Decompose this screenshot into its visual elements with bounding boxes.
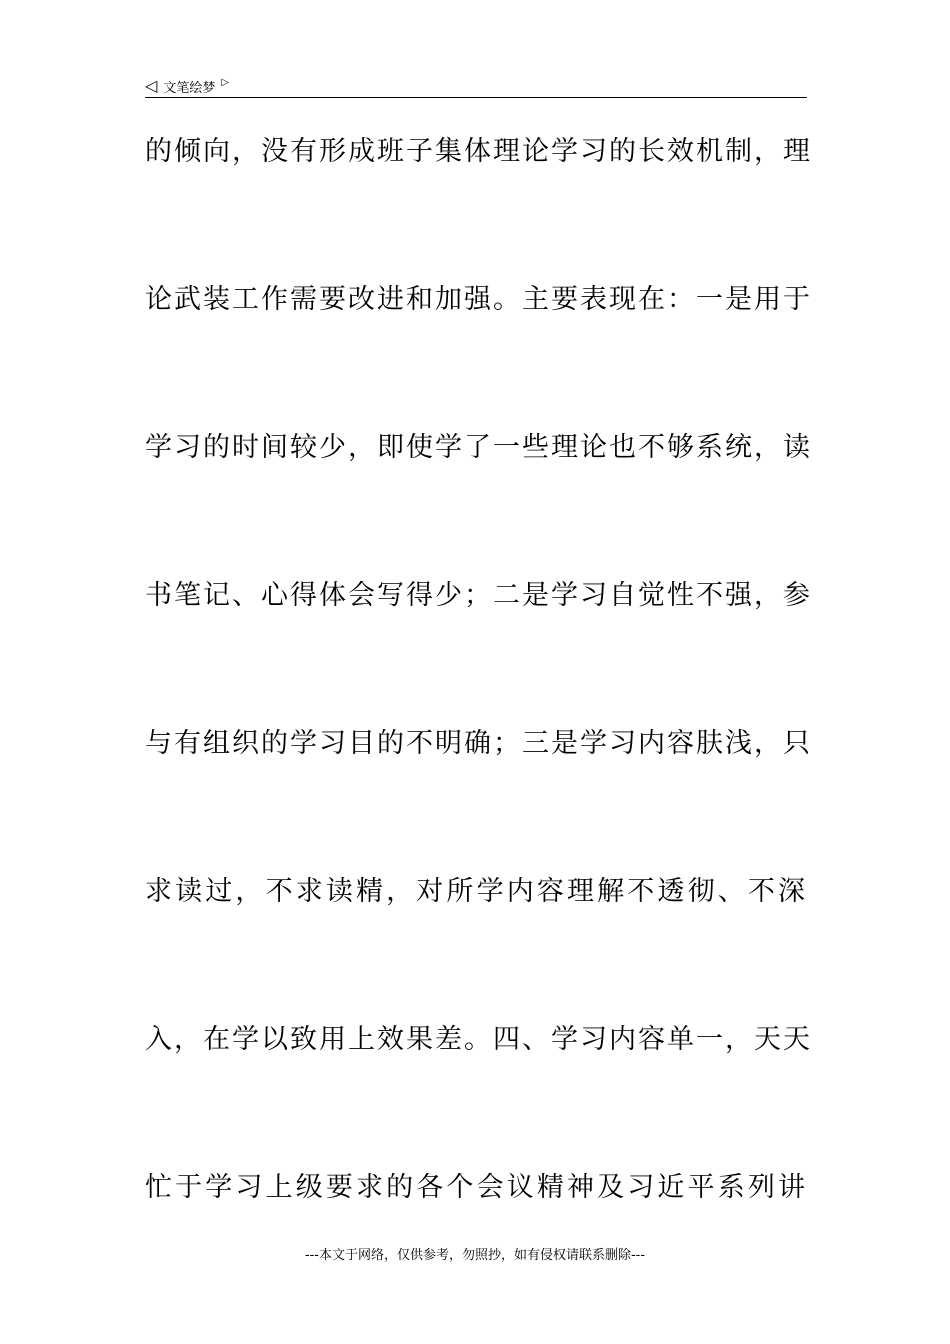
- body-line-6: 求读过，不求读精，对所学内容理解不透彻、不深: [145, 876, 807, 907]
- page-footer-notice: ---本文于网络，仅供参考，勿照抄，如有侵权请联系删除---: [304, 1248, 646, 1263]
- body-line-2: 论武装工作需要改进和加强。主要表现在：一是用于: [145, 284, 812, 315]
- triangle-right-outline-icon: ▷: [221, 77, 230, 88]
- body-line-7: 入，在学以致用上效果差。四、学习内容单一，天天: [145, 1024, 812, 1055]
- document-body: [145, 128, 812, 1312]
- body-line-5: 与有组织的学习目的不明确；三是学习内容肤浅，只: [145, 728, 812, 759]
- body-line-1: 的倾向，没有形成班子集体理论学习的长效机制，理: [145, 136, 812, 167]
- body-line-8: 忙于学习上级要求的各个会议精神及习近平系列讲: [145, 1172, 807, 1203]
- body-line-4: 书笔记、心得体会写得少；二是学习自觉性不强，参: [145, 580, 812, 611]
- header-title: 文笔绘梦: [163, 80, 216, 96]
- body-line-3: 学习的时间较少，即使学了一些理论也不够系统，读: [145, 432, 812, 463]
- header-divider: [145, 97, 807, 98]
- page-header: [145, 74, 807, 98]
- triangle-left-outline-icon: ◁: [145, 76, 158, 95]
